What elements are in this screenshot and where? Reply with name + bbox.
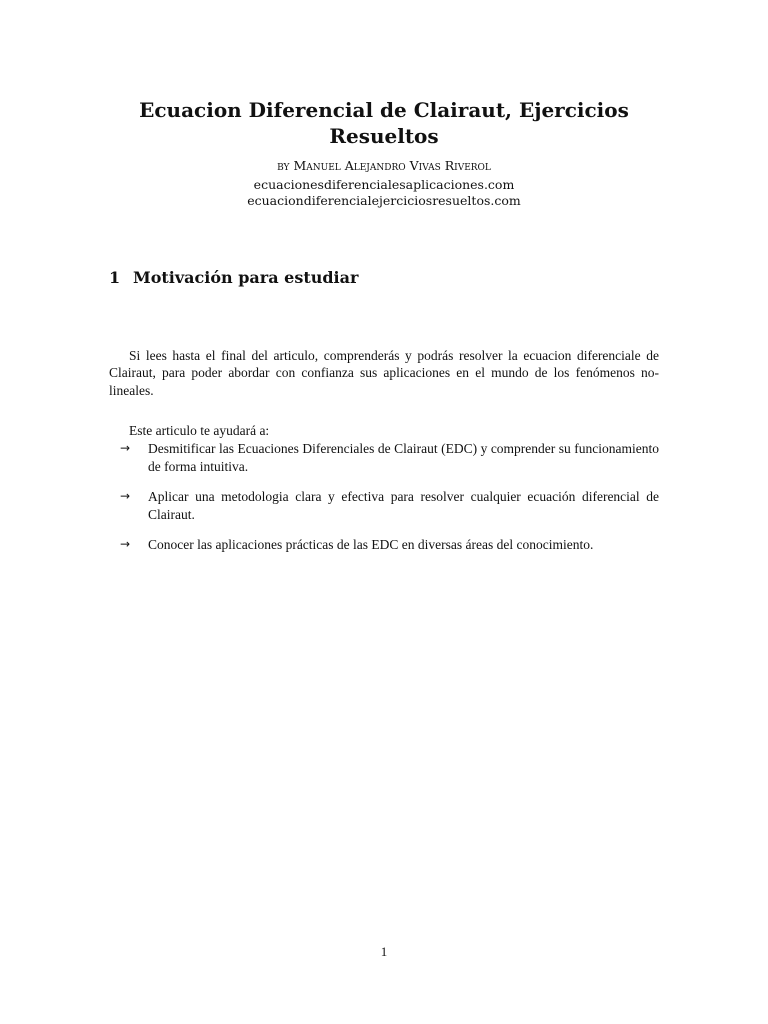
list-intro-paragraph: Este articulo te ayudará a:	[129, 422, 270, 438]
document-title: Ecuacion Diferencial de Clairaut, Ejercicios Resueltos	[139, 98, 629, 148]
section-number: 1	[109, 268, 121, 287]
author-name: Manuel Alejandro Vivas Riverol	[293, 158, 491, 173]
list-item	[109, 488, 659, 523]
intro-paragraph: Si lees hasta el final del articulo, comprenderás y podrás resolver la ecuacion diferenciale de Clairaut, para poder abordar con confianza sus aplicaciones en el mundo de los fenómenos no-lineales.	[109, 347, 659, 398]
list-item-text: Desmitificar las Ecuaciones Diferenciales de Clairaut (EDC) y comprender su funcionamiento de forma intuitiva.	[148, 441, 659, 474]
arrow-right-icon: →	[120, 441, 131, 455]
list-item-text: Aplicar una metodologia clara y efectiva para resolver cualquier ecuación diferencial de Clairaut.	[148, 489, 659, 522]
section-heading	[109, 267, 358, 289]
arrow-right-icon: →	[120, 537, 131, 551]
list-item	[109, 536, 659, 554]
list-item	[109, 440, 659, 475]
arrow-right-icon: →	[120, 489, 131, 503]
list-item-text: Conocer las aplicaciones prácticas de las EDC en diversas áreas del conocimiento.	[148, 537, 594, 552]
page-number: 1	[380, 944, 388, 959]
website-link-2[interactable]: ecuaciondiferencialejerciciosresueltos.com	[247, 193, 521, 208]
author-by: by	[277, 158, 290, 173]
website-link-1[interactable]: ecuacionesdiferencialesaplicaciones.com	[253, 177, 515, 192]
benefits-list	[109, 440, 659, 567]
author-line	[100, 157, 668, 174]
section-title: Motivación para estudiar	[133, 268, 359, 287]
